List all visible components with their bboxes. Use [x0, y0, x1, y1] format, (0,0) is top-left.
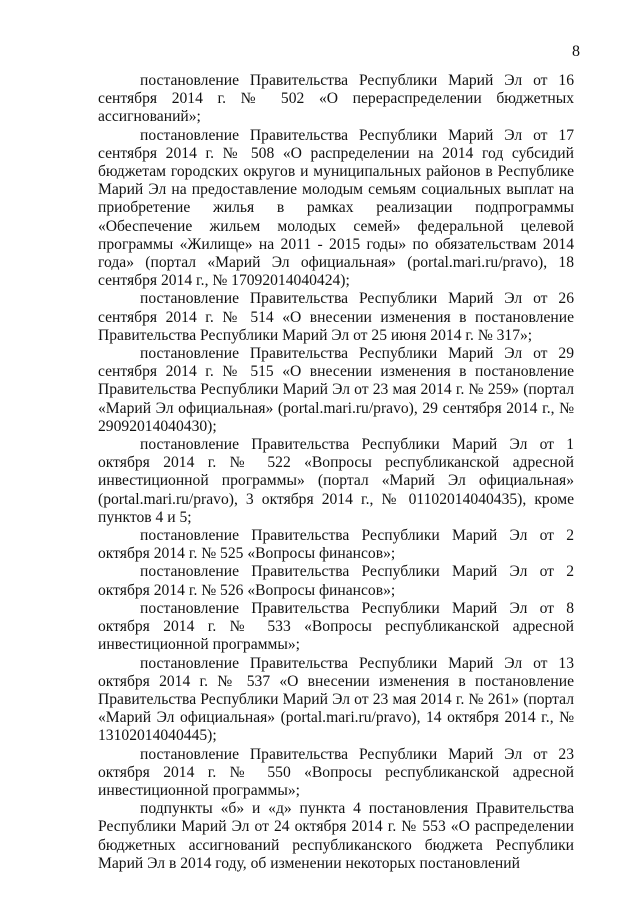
paragraph-resolution-550: постановление Правительства Республики Марий Эл от 23 октября 2014 г. № 550 «Вопросы республиканской адресной инвестиционной программы»; [98, 745, 574, 799]
paragraph-resolution-533: постановление Правительства Республики Марий Эл от 8 октября 2014 г. № 533 «Вопросы республиканской адресной инвестиционной программы»; [98, 599, 574, 654]
paragraph-resolution-502: постановление Правительства Республики Марий Эл от 16 сентября 2014 г. № 502 «О перераспределении бюджетных ассигнований»; [98, 72, 574, 126]
document-body [98, 72, 574, 873]
paragraph-resolution-526: постановление Правительства Республики Марий Эл от 2 октября 2014 г. № 526 «Вопросы финансов»; [98, 563, 574, 599]
page-number: 8 [572, 43, 580, 60]
paragraph-resolution-515: постановление Правительства Республики Марий Эл от 29 сентября 2014 г. № 515 «О внесении изменения в постановление Правительства Республики Марий Эл от 23 мая 2014 г. № 259» (портал «Марий Эл официальная» (portal.mari.ru/pravo), 29 сентября 2014 г., № 29092014040430); [98, 345, 574, 435]
paragraph-resolution-553-subpoints: подпункты «б» и «д» пункта 4 постановления Правительства Республики Марий Эл от 24 октября 2014 г. № 553 «О распределении бюджетных ассигнований республиканского бюджета Республики Марий Эл в 2014 году, об изменении некоторых постановлений [98, 800, 574, 872]
paragraph-resolution-508: постановление Правительства Республики Марий Эл от 17 сентября 2014 г. № 508 «О распределении на 2014 год субсидий бюджетам городских округов и муниципальных районов в Республике Марий Эл на предоставление молодым семьям социальных выплат на приобретение жилья в рамках реализации подпрограммы «Обеспечение жильем молодых семей» федеральной целевой программы «Жилище» на 2011 - 2015 годы» по обязательствам 2014 года» (портал «Марий Эл официальная» (portal.mari.ru/pravo), 18 сентября 2014 г., № 17092014040424); [98, 126, 574, 290]
paragraph-resolution-537: постановление Правительства Республики Марий Эл от 13 октября 2014 г. № 537 «О внесении изменения в постановление Правительства Республики Марий Эл от 23 мая 2014 г. № 261» (портал «Марий Эл официальная» (portal.mari.ru/pravo), 14 октября 2014 г., № 13102014040445); [98, 654, 574, 745]
paragraph-resolution-522: постановление Правительства Республики Марий Эл от 1 октября 2014 г. № 522 «Вопросы республиканской адресной инвестиционной программы» (портал «Марий Эл официальная» (portal.mari.ru/pravo), 3 октября 2014 г., № 01102014040435), кроме пунктов 4 и 5; [98, 436, 574, 526]
paragraph-resolution-525: постановление Правительства Республики Марий Эл от 2 октября 2014 г. № 525 «Вопросы финансов»; [98, 527, 574, 563]
paragraph-resolution-514: постановление Правительства Республики Марий Эл от 26 сентября 2014 г. № 514 «О внесении изменения в постановление Правительства Республики Марий Эл от 25 июня 2014 г. № 317»; [98, 290, 574, 344]
